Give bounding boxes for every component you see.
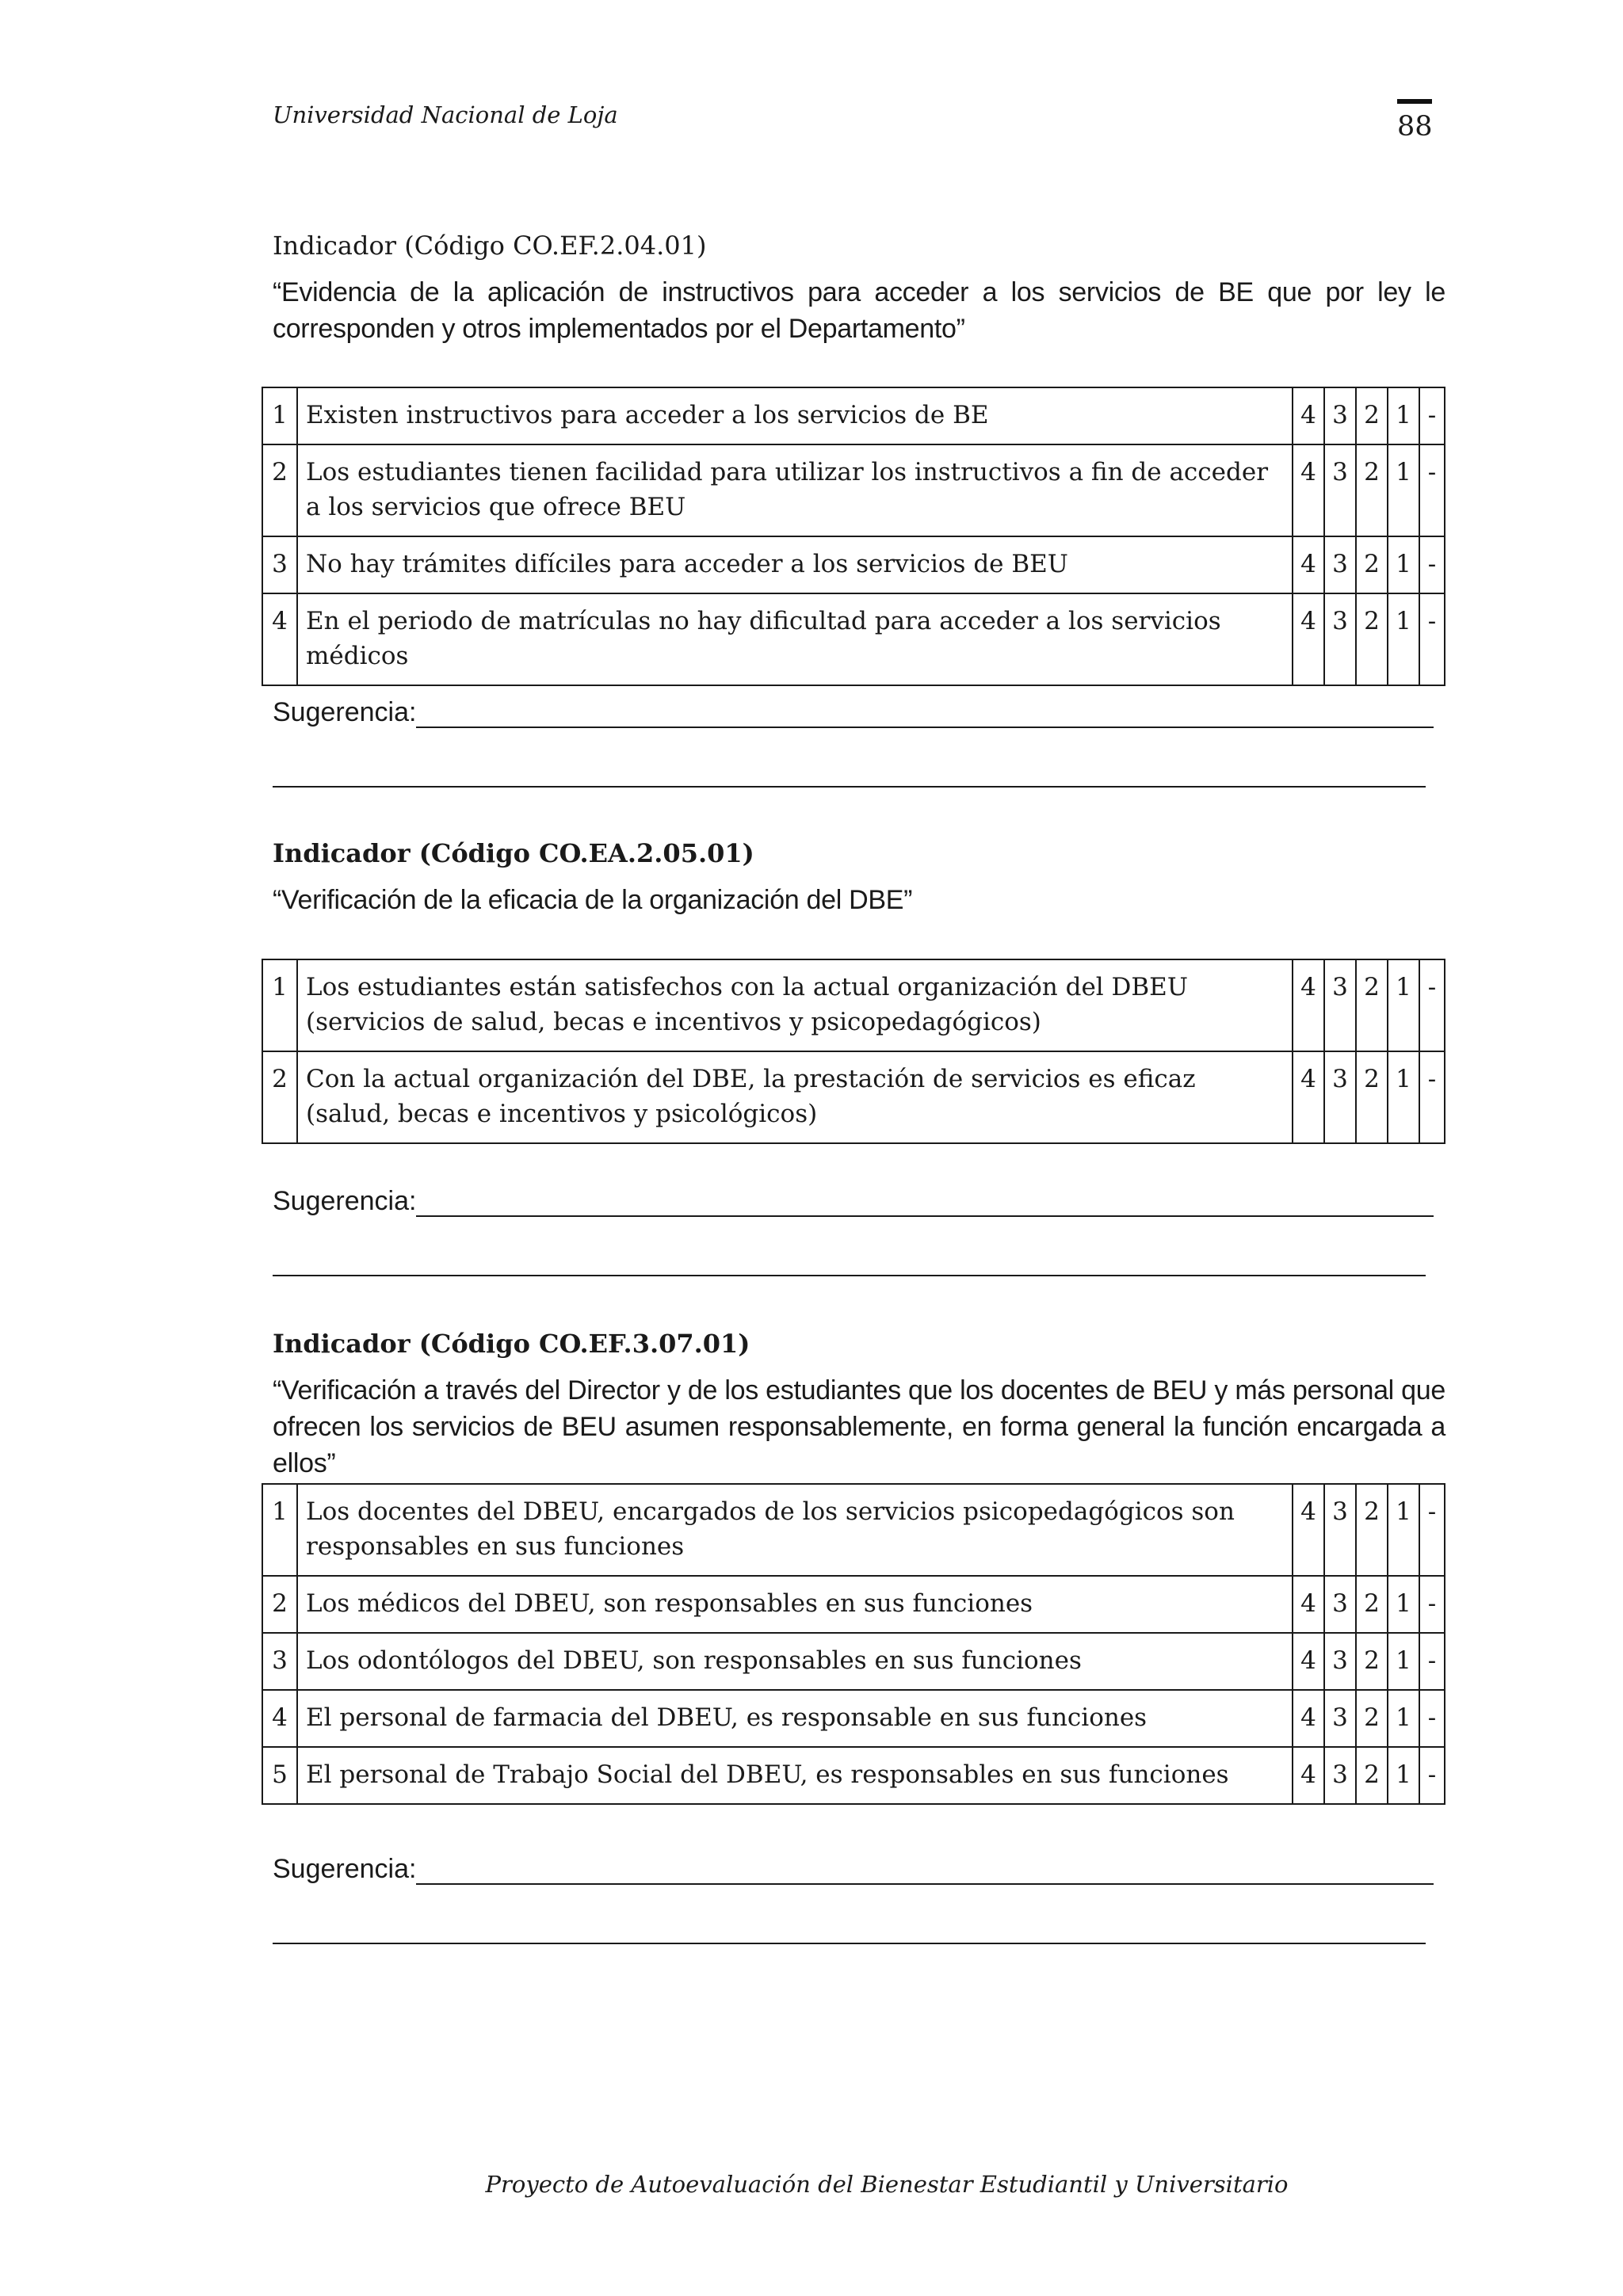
item-statement: Los estudiantes tienen facilidad para utilizar los instructivos a fin de acceder a los servicios que ofrece BEU <box>297 444 1293 536</box>
indicator-description: “Verificación a través del Director y de los estudiantes que los docentes de BEU y más personal que ofrecen los servicios de BEU asumen responsablemente, en forma general la función encargada a ellos” <box>273 1375 1445 1478</box>
indicator-section-3 <box>273 1328 1445 1482</box>
rating-option-4[interactable]: 4 <box>1293 444 1324 536</box>
rating-option-4[interactable]: 4 <box>1293 1051 1324 1143</box>
rating-option-2[interactable]: 2 <box>1356 1484 1388 1576</box>
item-number: 5 <box>262 1747 297 1804</box>
rating-option-2[interactable]: 2 <box>1356 536 1388 593</box>
table-row <box>262 387 1445 444</box>
rating-option-4[interactable]: 4 <box>1293 1576 1324 1633</box>
table-row <box>262 1690 1445 1747</box>
rating-option-2[interactable]: 2 <box>1356 593 1388 685</box>
item-number: 2 <box>262 1051 297 1143</box>
indicator-title: Indicador (Código CO.EF.3.07.01) <box>273 1329 750 1359</box>
rating-option-none[interactable]: - <box>1419 536 1445 593</box>
rating-option-4[interactable]: 4 <box>1293 387 1324 444</box>
rating-option-4[interactable]: 4 <box>1293 1484 1324 1576</box>
rating-option-3[interactable]: 3 <box>1324 1051 1356 1143</box>
rating-option-4[interactable]: 4 <box>1293 1690 1324 1747</box>
rating-option-none[interactable]: - <box>1419 444 1445 536</box>
rating-option-3[interactable]: 3 <box>1324 387 1356 444</box>
rating-option-3[interactable]: 3 <box>1324 593 1356 685</box>
rating-option-1[interactable]: 1 <box>1388 1484 1419 1576</box>
table-row <box>262 1633 1445 1690</box>
item-number: 1 <box>262 1484 297 1576</box>
rating-option-1[interactable]: 1 <box>1388 1633 1419 1690</box>
page-number-rule <box>1397 99 1432 104</box>
indicator-section-1 <box>273 230 1445 347</box>
rating-option-2[interactable]: 2 <box>1356 1633 1388 1690</box>
item-number: 3 <box>262 1633 297 1690</box>
rating-option-none[interactable]: - <box>1419 1484 1445 1576</box>
rating-option-2[interactable]: 2 <box>1356 959 1388 1051</box>
indicator-title: Indicador (Código CO.EA.2.05.01) <box>273 838 754 868</box>
rating-option-1[interactable]: 1 <box>1388 1690 1419 1747</box>
rating-option-2[interactable]: 2 <box>1356 387 1388 444</box>
table-row <box>262 959 1445 1051</box>
rating-option-2[interactable]: 2 <box>1356 1747 1388 1804</box>
rating-option-none[interactable]: - <box>1419 1051 1445 1143</box>
suggestion-line[interactable] <box>416 1192 1434 1217</box>
item-statement: Existen instructivos para acceder a los servicios de BE <box>297 387 1293 444</box>
rating-option-3[interactable]: 3 <box>1324 1690 1356 1747</box>
suggestion-label: Sugerencia: <box>273 1186 417 1216</box>
item-statement: No hay trámites difíciles para acceder a los servicios de BEU <box>297 536 1293 593</box>
rating-option-3[interactable]: 3 <box>1324 444 1356 536</box>
rating-option-2[interactable]: 2 <box>1356 1051 1388 1143</box>
rating-option-1[interactable]: 1 <box>1388 593 1419 685</box>
suggestion-extra-line[interactable] <box>273 1943 1426 1944</box>
rating-option-none[interactable]: - <box>1419 593 1445 685</box>
item-statement: El personal de farmacia del DBEU, es responsable en sus funciones <box>297 1690 1293 1747</box>
rating-option-4[interactable]: 4 <box>1293 1633 1324 1690</box>
rating-option-3[interactable]: 3 <box>1324 1633 1356 1690</box>
rating-option-3[interactable]: 3 <box>1324 1747 1356 1804</box>
suggestion-label: Sugerencia: <box>273 1854 417 1884</box>
table-row <box>262 536 1445 593</box>
rating-option-3[interactable]: 3 <box>1324 1576 1356 1633</box>
rating-option-1[interactable]: 1 <box>1388 1576 1419 1633</box>
rating-option-none[interactable]: - <box>1419 1747 1445 1804</box>
item-statement: Los docentes del DBEU, encargados de los servicios psicopedagógicos son responsables en sus funciones <box>297 1484 1293 1576</box>
item-statement: Con la actual organización del DBE, la prestación de servicios es eficaz (salud, becas e incentivos y psicológicos) <box>297 1051 1293 1143</box>
rating-option-none[interactable]: - <box>1419 1690 1445 1747</box>
running-header: Universidad Nacional de Loja <box>273 101 618 128</box>
suggestion-extra-line[interactable] <box>273 786 1426 788</box>
rating-option-none[interactable]: - <box>1419 387 1445 444</box>
suggestion-label: Sugerencia: <box>273 697 417 727</box>
item-number: 4 <box>262 1690 297 1747</box>
indicator-description: “Verificación de la eficacia de la organización del DBE” <box>273 885 913 915</box>
suggestion-field <box>273 697 1434 728</box>
rating-option-3[interactable]: 3 <box>1324 959 1356 1051</box>
rating-option-2[interactable]: 2 <box>1356 444 1388 536</box>
item-statement: En el periodo de matrículas no hay dificultad para acceder a los servicios médicos <box>297 593 1293 685</box>
suggestion-extra-line[interactable] <box>273 1275 1426 1276</box>
item-number: 4 <box>262 593 297 685</box>
rating-option-1[interactable]: 1 <box>1388 387 1419 444</box>
rating-option-4[interactable]: 4 <box>1293 1747 1324 1804</box>
item-number: 3 <box>262 536 297 593</box>
suggestion-line[interactable] <box>416 703 1434 728</box>
item-number: 1 <box>262 387 297 444</box>
item-number: 2 <box>262 444 297 536</box>
rating-table <box>262 387 1445 686</box>
rating-option-none[interactable]: - <box>1419 1576 1445 1633</box>
table-row <box>262 1747 1445 1804</box>
rating-option-3[interactable]: 3 <box>1324 536 1356 593</box>
rating-option-3[interactable]: 3 <box>1324 1484 1356 1576</box>
page-footer: Proyecto de Autoevaluación del Bienestar Estudiantil y Universitario <box>485 2171 1289 2198</box>
table-row <box>262 1484 1445 1576</box>
rating-option-4[interactable]: 4 <box>1293 959 1324 1051</box>
indicator-section-2 <box>273 837 1445 918</box>
rating-table <box>262 959 1445 1144</box>
rating-option-4[interactable]: 4 <box>1293 593 1324 685</box>
rating-option-1[interactable]: 1 <box>1388 1051 1419 1143</box>
suggestion-field <box>273 1854 1434 1885</box>
item-number: 1 <box>262 959 297 1051</box>
rating-table <box>262 1483 1445 1805</box>
page-number: 88 <box>1397 111 1433 143</box>
rating-option-1[interactable]: 1 <box>1388 1747 1419 1804</box>
table-row <box>262 1051 1445 1143</box>
rating-option-1[interactable]: 1 <box>1388 444 1419 536</box>
rating-option-2[interactable]: 2 <box>1356 1690 1388 1747</box>
suggestion-field <box>273 1186 1434 1217</box>
table-row <box>262 444 1445 536</box>
item-statement: Los odontólogos del DBEU, son responsables en sus funciones <box>297 1633 1293 1690</box>
suggestion-line[interactable] <box>416 1859 1434 1885</box>
table-row <box>262 1576 1445 1633</box>
indicator-title: Indicador (Código CO.EF.2.04.01) <box>273 231 707 261</box>
rating-option-none[interactable]: - <box>1419 959 1445 1051</box>
item-number: 2 <box>262 1576 297 1633</box>
item-statement: Los estudiantes están satisfechos con la actual organización del DBEU (servicios de salud, becas e incentivos y psicopedagógicos) <box>297 959 1293 1051</box>
table-row <box>262 593 1445 685</box>
item-statement: El personal de Trabajo Social del DBEU, es responsables en sus funciones <box>297 1747 1293 1804</box>
indicator-description: “Evidencia de la aplicación de instructivos para acceder a los servicios de BE que por ley le corresponden y otros implementados por el Departamento” <box>273 277 1445 344</box>
rating-option-2[interactable]: 2 <box>1356 1576 1388 1633</box>
rating-option-none[interactable]: - <box>1419 1633 1445 1690</box>
rating-option-1[interactable]: 1 <box>1388 536 1419 593</box>
rating-option-1[interactable]: 1 <box>1388 959 1419 1051</box>
rating-option-4[interactable]: 4 <box>1293 536 1324 593</box>
item-statement: Los médicos del DBEU, son responsables en sus funciones <box>297 1576 1293 1633</box>
